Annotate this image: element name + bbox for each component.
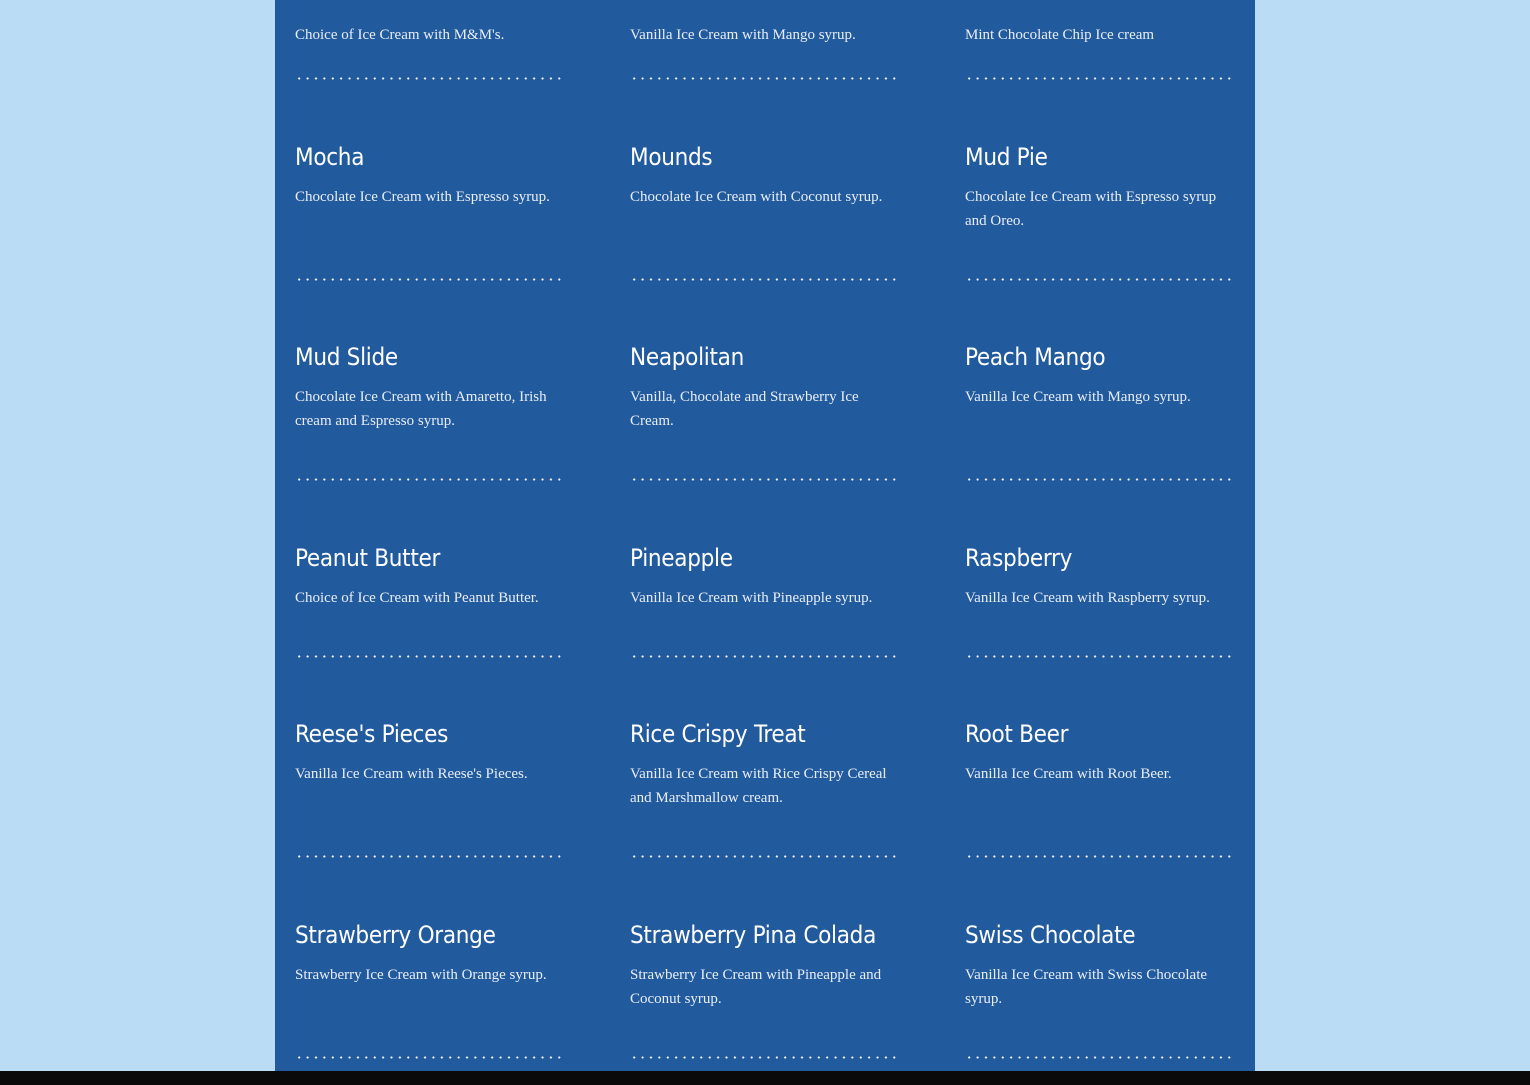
item-name: Mud Pie (965, 143, 1048, 171)
item-name: Mud Slide (295, 343, 398, 371)
item-description: Vanilla Ice Cream with Mango syrup. (630, 27, 856, 43)
item-name: Rice Crispy Treat (630, 720, 806, 748)
item-name: Mounds (630, 143, 713, 171)
item-description: Mint Chocolate Chip Ice cream (965, 27, 1155, 43)
item-description: Strawberry Ice Cream with Pineapple and Coconut syrup. (630, 967, 882, 1007)
item-name: Peanut Butter (295, 544, 441, 572)
bottom-bar (0, 1071, 1530, 1085)
item-name: Pineapple (630, 544, 733, 572)
dotted-divider (295, 855, 563, 858)
item-description: Vanilla Ice Cream with Root Beer. (965, 766, 1172, 782)
dotted-divider (295, 1056, 563, 1059)
dotted-divider (295, 655, 563, 658)
item-description: Choice of Ice Cream with M&M's. (295, 27, 505, 43)
item-name: Root Beer (965, 720, 1069, 748)
item-name: Swiss Chocolate (965, 921, 1136, 949)
dotted-divider (295, 278, 563, 281)
dotted-divider (965, 77, 1233, 80)
item-name: Raspberry (965, 544, 1073, 572)
item-name: Strawberry Orange (295, 921, 496, 949)
dotted-divider (965, 855, 1233, 858)
item-description: Vanilla Ice Cream with Reese's Pieces. (295, 766, 528, 782)
item-name: Neapolitan (630, 343, 744, 371)
dotted-divider (965, 278, 1233, 281)
dotted-divider (630, 855, 898, 858)
item-description: Vanilla Ice Cream with Swiss Chocolate syrup. (965, 967, 1208, 1007)
dotted-divider (630, 655, 898, 658)
item-name: Strawberry Pina Colada (630, 921, 877, 949)
item-description: Vanilla Ice Cream with Raspberry syrup. (965, 590, 1210, 606)
item-description: Strawberry Ice Cream with Orange syrup. (295, 967, 547, 983)
item-description: Vanilla Ice Cream with Mango syrup. (965, 389, 1191, 405)
item-name: Reese's Pieces (295, 720, 449, 748)
item-description: Vanilla Ice Cream with Pineapple syrup. (630, 590, 873, 606)
dotted-divider (965, 1056, 1233, 1059)
item-description: Chocolate Ice Cream with Espresso syrup. (295, 189, 550, 205)
item-description: Chocolate Ice Cream with Amaretto, Irish cream and Espresso syrup. (295, 389, 547, 429)
item-name: Mocha (295, 143, 365, 171)
dotted-divider (965, 655, 1233, 658)
menu-panel (275, 0, 1255, 1071)
dotted-divider (295, 77, 563, 80)
dotted-divider (630, 77, 898, 80)
item-description: Choice of Ice Cream with Peanut Butter. (295, 590, 539, 606)
item-description: Chocolate Ice Cream with Espresso syrup and Oreo. (965, 189, 1217, 229)
item-name: Peach Mango (965, 343, 1106, 371)
item-description: Vanilla, Chocolate and Strawberry Ice Cream. (630, 389, 859, 429)
dotted-divider (965, 478, 1233, 481)
item-description: Chocolate Ice Cream with Coconut syrup. (630, 189, 883, 205)
dotted-divider (295, 478, 563, 481)
item-description: Vanilla Ice Cream with Rice Crispy Cereal and Marshmallow cream. (630, 766, 887, 806)
dotted-divider (630, 478, 898, 481)
dotted-divider (630, 1056, 898, 1059)
dotted-divider (630, 278, 898, 281)
